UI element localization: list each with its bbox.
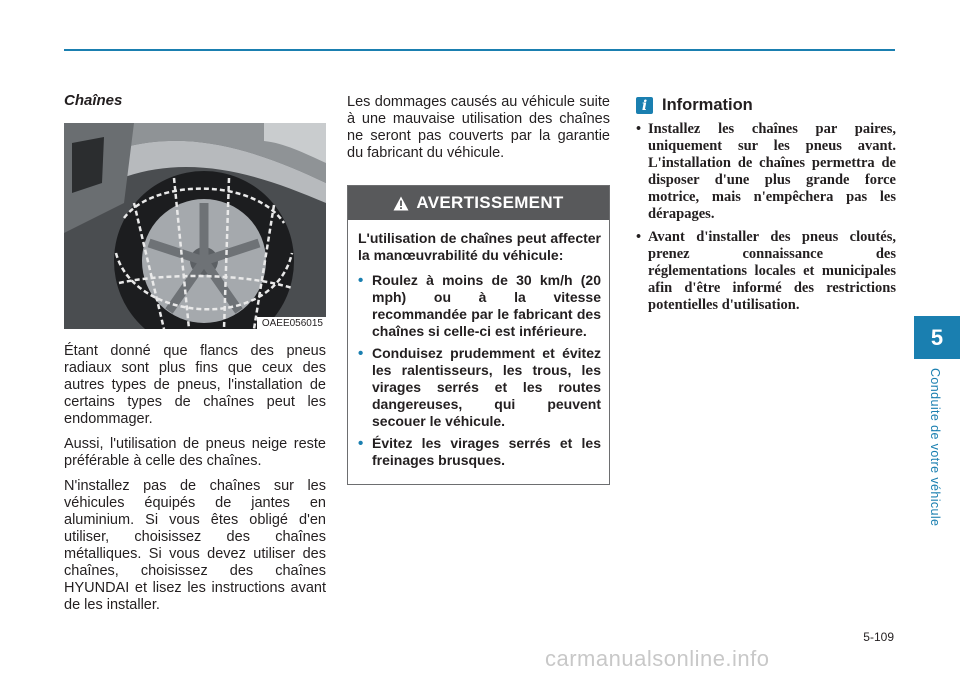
information-title: Information <box>662 96 753 114</box>
warning-triangle-icon <box>393 196 409 211</box>
warning-list <box>358 272 601 469</box>
information-list <box>636 121 896 314</box>
warning-item-sharp-turns: • Évitez les virages serrés et les freinages brusques. <box>358 435 601 469</box>
information-header <box>636 96 896 115</box>
watermark: carmanualsonline.info <box>545 646 770 671</box>
warning-item-drive-carefully: • Conduisez prudemment et évitez les ralentisseurs, les trous, les virages serrés et les routes dangereuses, qui peuvent secouer le véhicule. <box>358 345 601 430</box>
paragraph-snow-tires: Aussi, l'utilisation de pneus neige reste préférable à celle des chaînes. <box>64 436 326 469</box>
column-3 <box>636 96 896 320</box>
paragraph-aluminium-wheels: N'installez pas de chaînes sur les véhicules équipés de jantes en aluminium. Si vous êtes obligé d'en utiliser, choisissez des chaînes métalliques. Si vous devez utiliser des chaînes, choisissez des chaînes HYUNDAI et lisez les instructions avant de les installer. <box>64 478 326 613</box>
information-item-pairs: • Installez les chaînes par paires, uniquement sur les pneus avant. L'installation de chaînes permettra de disposer d'une plus grande force motrice, mais n'empêchera pas les dérapages. <box>636 121 896 223</box>
photo-code: OAEE056015 <box>257 317 326 329</box>
warning-item-speed: • Roulez à moins de 30 km/h (20 mph) ou à la vitesse recommandée par le fabricant des chaînes si celle-ci est inférieure. <box>358 272 601 340</box>
column-1 <box>64 92 326 622</box>
top-rule <box>64 49 895 51</box>
information-item-studded-tires: • Avant d'installer des pneus cloutés, prenez connaissance des réglementations locales et municipales afin d'être informé des restrictions potentielles d'utilisation. <box>636 229 896 314</box>
paragraph-warranty: Les dommages causés au véhicule suite à une mauvaise utilisation des chaînes ne seront pas couverts par la garantie du fabricant du véhicule. <box>347 94 610 161</box>
wheel-with-chain-illustration <box>64 123 326 329</box>
warning-header <box>348 186 609 220</box>
paragraph-radial-tires: Étant donné que flancs des pneus radiaux sont plus fins que ceux des autres types de pneus, l'installation de certains types de chaînes peut les endommager. <box>64 343 326 427</box>
snow-chain-photo <box>64 123 326 329</box>
warning-intro: L'utilisation de chaînes peut affecter la manœuvrabilité du véhicule: <box>358 230 601 263</box>
page-number: 5-109 <box>863 630 894 644</box>
info-icon: i <box>636 97 653 114</box>
column-2 <box>347 94 610 485</box>
chapter-number-tab: 5 <box>914 316 960 359</box>
chapter-label: Conduite de votre véhicule <box>928 368 942 527</box>
warning-title: AVERTISSEMENT <box>416 193 564 212</box>
section-title: Chaînes <box>64 92 123 109</box>
warning-box <box>347 185 610 485</box>
warning-body <box>348 220 609 484</box>
